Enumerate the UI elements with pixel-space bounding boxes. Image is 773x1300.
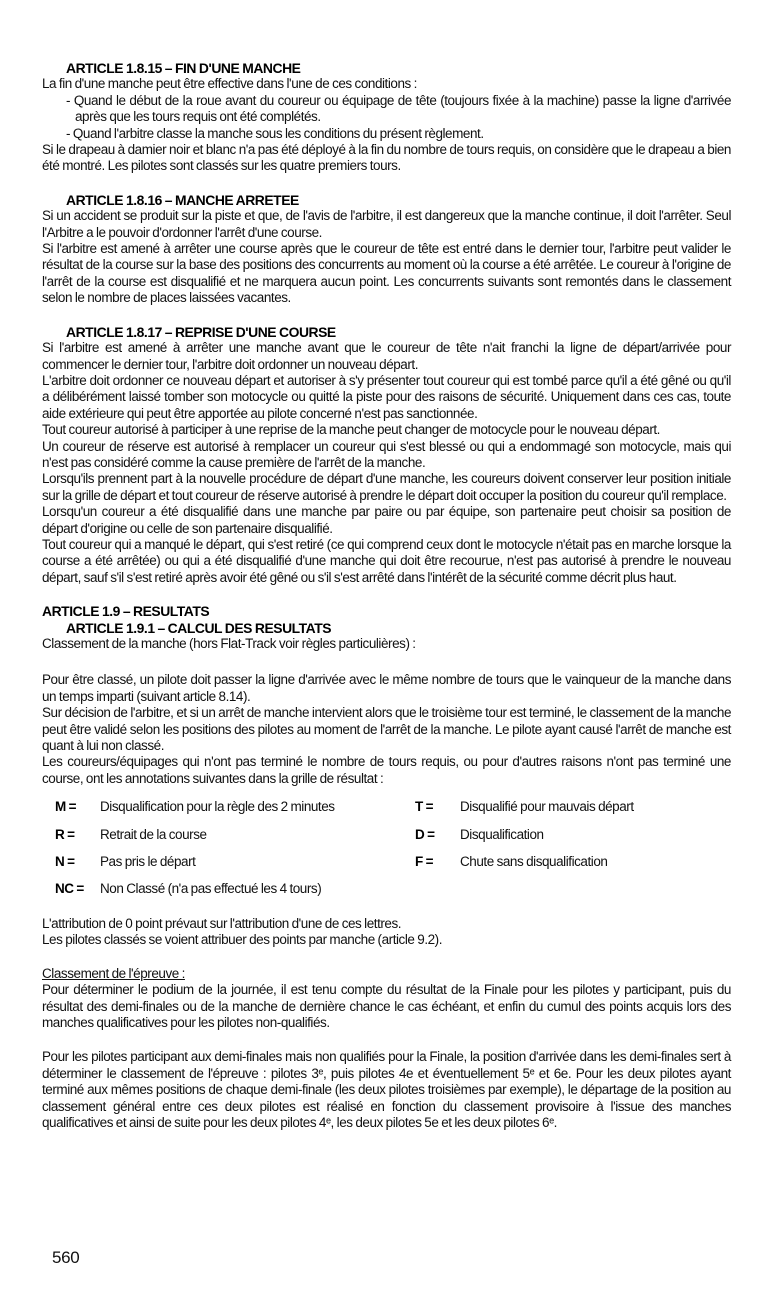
paragraph: Sur décision de l'arbitre, et si un arrêt de manche intervient alors que le troisième tour est terminé, le classement de la manche peut être validé selon les positions des pilotes au moment de l'arrêt de la manche. Le pilote ayant causé l'arrêt de manche est quant à lui non classé. (42, 705, 731, 754)
annotation-row (42, 799, 415, 815)
page-number: 560 (52, 1248, 80, 1267)
list-item: - Quand le début de la roue avant du coureur ou équipage de tête (toujours fixée à la machine) passe la ligne d'arrivée après que les tours requis ont été complétés. (66, 92, 731, 125)
annotation-label: Disqualifié pour mauvais départ (460, 799, 634, 815)
paragraph: Si l'arbitre est amené à arrêter une course après que le coureur de tête est entré dans le dernier tour, l'arbitre peut valider le résultat de la course sur la base des positions des concurrents au moment où la course a été arrêtée. Le coureur à l'origine de l'arrêt de la course est disqualifié et ne marquera aucun point. Les concurrents suivants sont remontés dans le classement selon le nombre de places laissées vacantes. (42, 241, 731, 306)
article-1-8-15-section (42, 60, 731, 175)
annotation-label: Pas pris le départ (100, 854, 196, 870)
annotation-row (42, 827, 415, 843)
paragraph: L'arbitre doit ordonner ce nouveau départ et autoriser à s'y présenter tout coureur qui est tombé parce qu'il a été gêné ou qu'il a délibérément laissé tomber son motocycle ou quitté la piste pour des raisons de sécurité. Uniquement dans ces cas, toute aide extérieure qui peut être apportée au pilote concerné n'est pas sanctionnée. (42, 372, 731, 421)
annotation-label: Disqualification pour la règle des 2 minutes (100, 799, 335, 815)
annotation-row (415, 827, 731, 843)
paragraph: La fin d'une manche peut être effective dans l'une de ces conditions : (42, 76, 417, 92)
annotation-code: F = (415, 854, 434, 870)
paragraph: Les pilotes classés se voient attribuer des points par manche (article 9.2). (42, 932, 443, 948)
article-1-8-17-section (42, 324, 731, 587)
paragraph: Un coureur de réserve est autorisé à remplacer un coureur qui s'est blessé ou qui a endommagé son motocycle, mais qui n'est pas considéré comme la cause première de l'arrêt de la manche. (42, 438, 731, 470)
annotation-code: NC = (55, 881, 84, 897)
annotation-label: Chute sans disqualification (460, 854, 608, 870)
annotation-row (42, 881, 415, 897)
paragraph: Si un accident se produit sur la piste et que, de l'avis de l'arbitre, il est dangereux que la manche continue, il doit l'arrêter. Seul l'Arbitre a le pouvoir d'ordonner l'arrêt d'une course. (42, 208, 731, 240)
article-1-9-1-heading: ARTICLE 1.9.1 – CALCUL DES RESULTATS (66, 619, 332, 636)
paragraph: Les coureurs/équipages qui n'ont pas terminé le nombre de tours requis, ou pour d'autres raisons n'ont pas terminé une course, ont les annotations suivantes dans la grille de résultat : (42, 754, 731, 786)
paragraph: L'attribution de 0 point prévaut sur l'attribution d'une de ces lettres. (42, 915, 402, 931)
paragraph: Pour les pilotes participant aux demi-finales mais non qualifiés pour la Finale, la position d'arrivée dans les demi-finales sert à déterminer le classement de l'épreuve : pilotes 3ᵉ, puis pilotes 4e et éventuellement 5ᵉ et 6e. Pour les deux pilotes ayant terminé aux mêmes positions de chaque demi-finale (les deux pilotes troisièmes par exemple), le départage de la position au classement général entre ces deux pilotes est réalisé en fonction du classement provisoire à l'issue des manches qualificatives et ainsi de suite pour les deux pilotes 4ᵉ, les deux pilotes 5e et les deux pilotes 6ᵉ. (42, 1049, 731, 1130)
annotation-row (42, 854, 415, 870)
annotation-label: Disqualification (460, 826, 544, 842)
annotation-code: N = (55, 854, 75, 870)
paragraph: Lorsqu'ils prennent part à la nouvelle procédure de départ d'une manche, les coureurs doivent conserver leur position initiale sur la grille de départ et tout coureur de réserve autorisé à prendre le départ doit occuper la position du coureur qu'il remplace. (42, 471, 731, 503)
annotation-code: R = (55, 826, 75, 842)
list-item: - Quand l'arbitre classe la manche sous les conditions du présent règlement. (66, 125, 484, 141)
paragraph: Tout coureur qui a manqué le départ, qui s'est retiré (ce qui comprend ceux dont le motocycle n'était pas en marche lorsque la course a été arrêtée) ou qui a été disqualifié d'une manche qui doit être recourue, n'est pas autorisé à prendre le nouveau départ, sauf s'il s'est retiré après avoir été gêné ou s'il s'est arrêté dans l'intérêt de la sécurité comme décrit plus haut. (42, 536, 731, 585)
annotation-row (415, 799, 731, 815)
annotation-code: T = (415, 799, 434, 815)
paragraph: Tout coureur autorisé à participer à une reprise de la manche peut changer de motocycle pour le nouveau départ. (42, 422, 660, 438)
paragraph: Lorsqu'un coureur a été disqualifié dans une manche par paire ou par équipe, son partenaire peut choisir sa position de départ d'origine ou celle de son partenaire disqualifié. (42, 504, 731, 536)
article-1-8-16-heading: ARTICLE 1.8.16 – MANCHE ARRETEE (66, 191, 299, 208)
annotation-label: Retrait de la course (100, 826, 207, 842)
article-1-8-17-heading: ARTICLE 1.8.17 – REPRISE D'UNE COURSE (66, 323, 336, 340)
classement-epreuve-section (42, 966, 731, 1132)
annotation-code: M = (55, 799, 77, 815)
paragraph: Si l'arbitre est amené à arrêter une manche avant que le coureur de tête n'ait franchi la ligne de départ/arrivée pour commencer le dernier tour, l'arbitre doit ordonner un nouveau départ. (42, 340, 731, 372)
result-annotations-table (42, 799, 731, 898)
paragraph: Pour être classé, un pilote doit passer la ligne d'arrivée avec le même nombre de tours que le vainqueur de la manche dans un temps imparti (suivant article 8.14). (42, 672, 731, 704)
annotation-row (415, 854, 731, 870)
article-1-8-15-heading: ARTICLE 1.8.15 – FIN D'UNE MANCHE (66, 60, 301, 76)
article-1-9-heading: ARTICLE 1.9 – RESULTATS (42, 603, 210, 620)
paragraph: Classement de la manche (hors Flat-Track voir règles particulières) : (42, 636, 416, 651)
article-1-9-section (42, 603, 731, 949)
annotation-code: D = (415, 826, 435, 842)
classement-epreuve-heading: Classement de l'épreuve : (42, 965, 185, 981)
annotations-right-column (415, 799, 731, 898)
annotations-left-column (42, 799, 415, 898)
paragraph: Pour déterminer le podium de la journée, il est tenu compte du résultat de la Finale pour les pilotes y participant, puis du résultat des demi-finales ou de la manche de dernière chance le cas échéant, et enfin du cumul des points acquis lors des manches qualificatives pour les pilotes non-qualifiés. (42, 982, 731, 1030)
paragraph: Si le drapeau à damier noir et blanc n'a pas été déployé à la fin du nombre de tours requis, on considère que le drapeau a bien été montré. Les pilotes sont classés sur les quatre premiers tours. (42, 142, 731, 174)
article-1-8-16-section (42, 192, 731, 307)
annotation-label: Non Classé (n'a pas effectué les 4 tours) (100, 881, 322, 897)
